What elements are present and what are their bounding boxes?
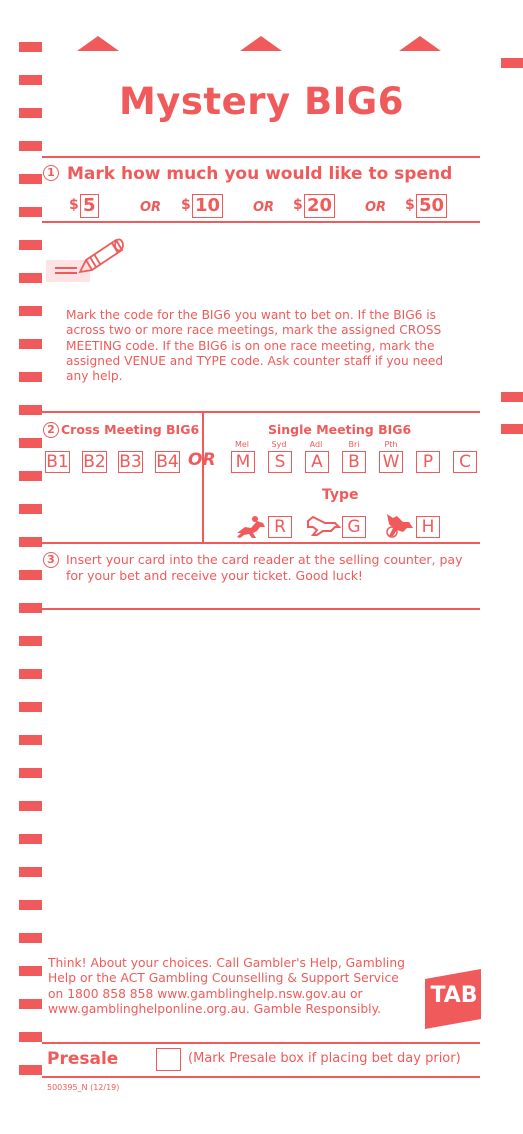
- cross-code-box[interactable]: B2: [83, 452, 106, 472]
- step-number: 2: [43, 422, 59, 438]
- venue-label: Syd: [271, 440, 287, 449]
- tab-logo: [423, 969, 483, 1029]
- horse-racing-icon: [235, 513, 267, 539]
- currency-symbol: $: [69, 197, 79, 213]
- form-code: 500395_N (12/19): [47, 1083, 120, 1092]
- venue-label: Adl: [309, 440, 323, 449]
- venue-label: Pth: [384, 440, 398, 449]
- venue-code-box[interactable]: W: [379, 451, 403, 473]
- venue-code-box[interactable]: B: [342, 451, 366, 473]
- responsible-gambling-text: Think! About your choices. Call Gambler's Help, Gambling Help or the ACT Gambling Counselling & Support Service on 1800 858 858 www.gamblinghelp.nsw.gov.au or www.gamblinghelponline.org.au. Gamble Responsibly.: [48, 956, 405, 1016]
- vertical-divider: [202, 412, 204, 543]
- or-label: OR: [253, 200, 275, 215]
- alignment-triangle: [399, 36, 441, 51]
- type-code-box[interactable]: G: [342, 516, 366, 538]
- venue-code-box[interactable]: C: [453, 451, 477, 473]
- divider: [42, 156, 480, 158]
- or-label: OR: [188, 450, 216, 470]
- divider: [42, 411, 480, 413]
- currency-symbol: $: [181, 197, 191, 213]
- divider: [42, 1042, 480, 1044]
- cross-code-box[interactable]: B1: [46, 452, 69, 472]
- venue-code-box[interactable]: M: [231, 451, 255, 473]
- divider: [42, 1076, 480, 1078]
- venue-label: Mel: [234, 440, 250, 449]
- step1-heading: Mark how much you would like to spend: [67, 164, 453, 184]
- step-number: 1: [43, 165, 59, 181]
- harness-racing-icon: [383, 510, 415, 540]
- currency-symbol: $: [405, 197, 415, 213]
- venue-code-box[interactable]: P: [416, 451, 440, 473]
- step-number: 3: [43, 552, 59, 568]
- type-code-box[interactable]: H: [416, 516, 440, 538]
- pencil-icon: [46, 234, 128, 284]
- type-heading: Type: [322, 487, 359, 503]
- page-title: Mystery BIG6: [118, 80, 405, 123]
- alignment-triangle: [77, 36, 119, 51]
- or-label: OR: [140, 200, 162, 215]
- presale-note: (Mark Presale box if placing bet day prior): [188, 1051, 461, 1066]
- venue-code-box[interactable]: A: [305, 451, 329, 473]
- tab-logo-text: TAB: [430, 983, 478, 1008]
- amount-value: 50: [416, 194, 447, 218]
- presale-label: Presale: [47, 1049, 119, 1069]
- divider: [42, 221, 480, 223]
- divider: [42, 608, 480, 610]
- greyhound-icon: [305, 513, 341, 539]
- single-meeting-heading: Single Meeting BIG6: [268, 422, 412, 437]
- venue-label: Bri: [348, 440, 360, 449]
- cross-code-box[interactable]: B4: [156, 452, 179, 472]
- amount-value: 5: [80, 194, 99, 218]
- venue-code-box[interactable]: S: [268, 451, 292, 473]
- or-label: OR: [365, 200, 387, 215]
- step3-text: Insert your card into the card reader at the selling counter, pay for your bet and receive your ticket. Good luck!: [66, 552, 463, 583]
- divider: [42, 542, 480, 544]
- cross-meeting-heading: Cross Meeting BIG6: [61, 422, 200, 437]
- alignment-triangle: [240, 36, 282, 51]
- cross-code-box[interactable]: B3: [119, 452, 142, 472]
- currency-symbol: $: [293, 197, 303, 213]
- presale-checkbox[interactable]: [156, 1048, 181, 1071]
- amount-value: 20: [304, 194, 335, 218]
- amount-value: 10: [192, 194, 223, 218]
- type-code-box[interactable]: R: [268, 516, 292, 538]
- instructions-text: Mark the code for the BIG6 you want to bet on. If the BIG6 is across two or more race meetings, mark the assigned CROSS MEETING code. If the BIG6 is on one race meeting, mark the assigned VENUE and TYPE code. Ask counter staff if you need any help.: [66, 308, 444, 384]
